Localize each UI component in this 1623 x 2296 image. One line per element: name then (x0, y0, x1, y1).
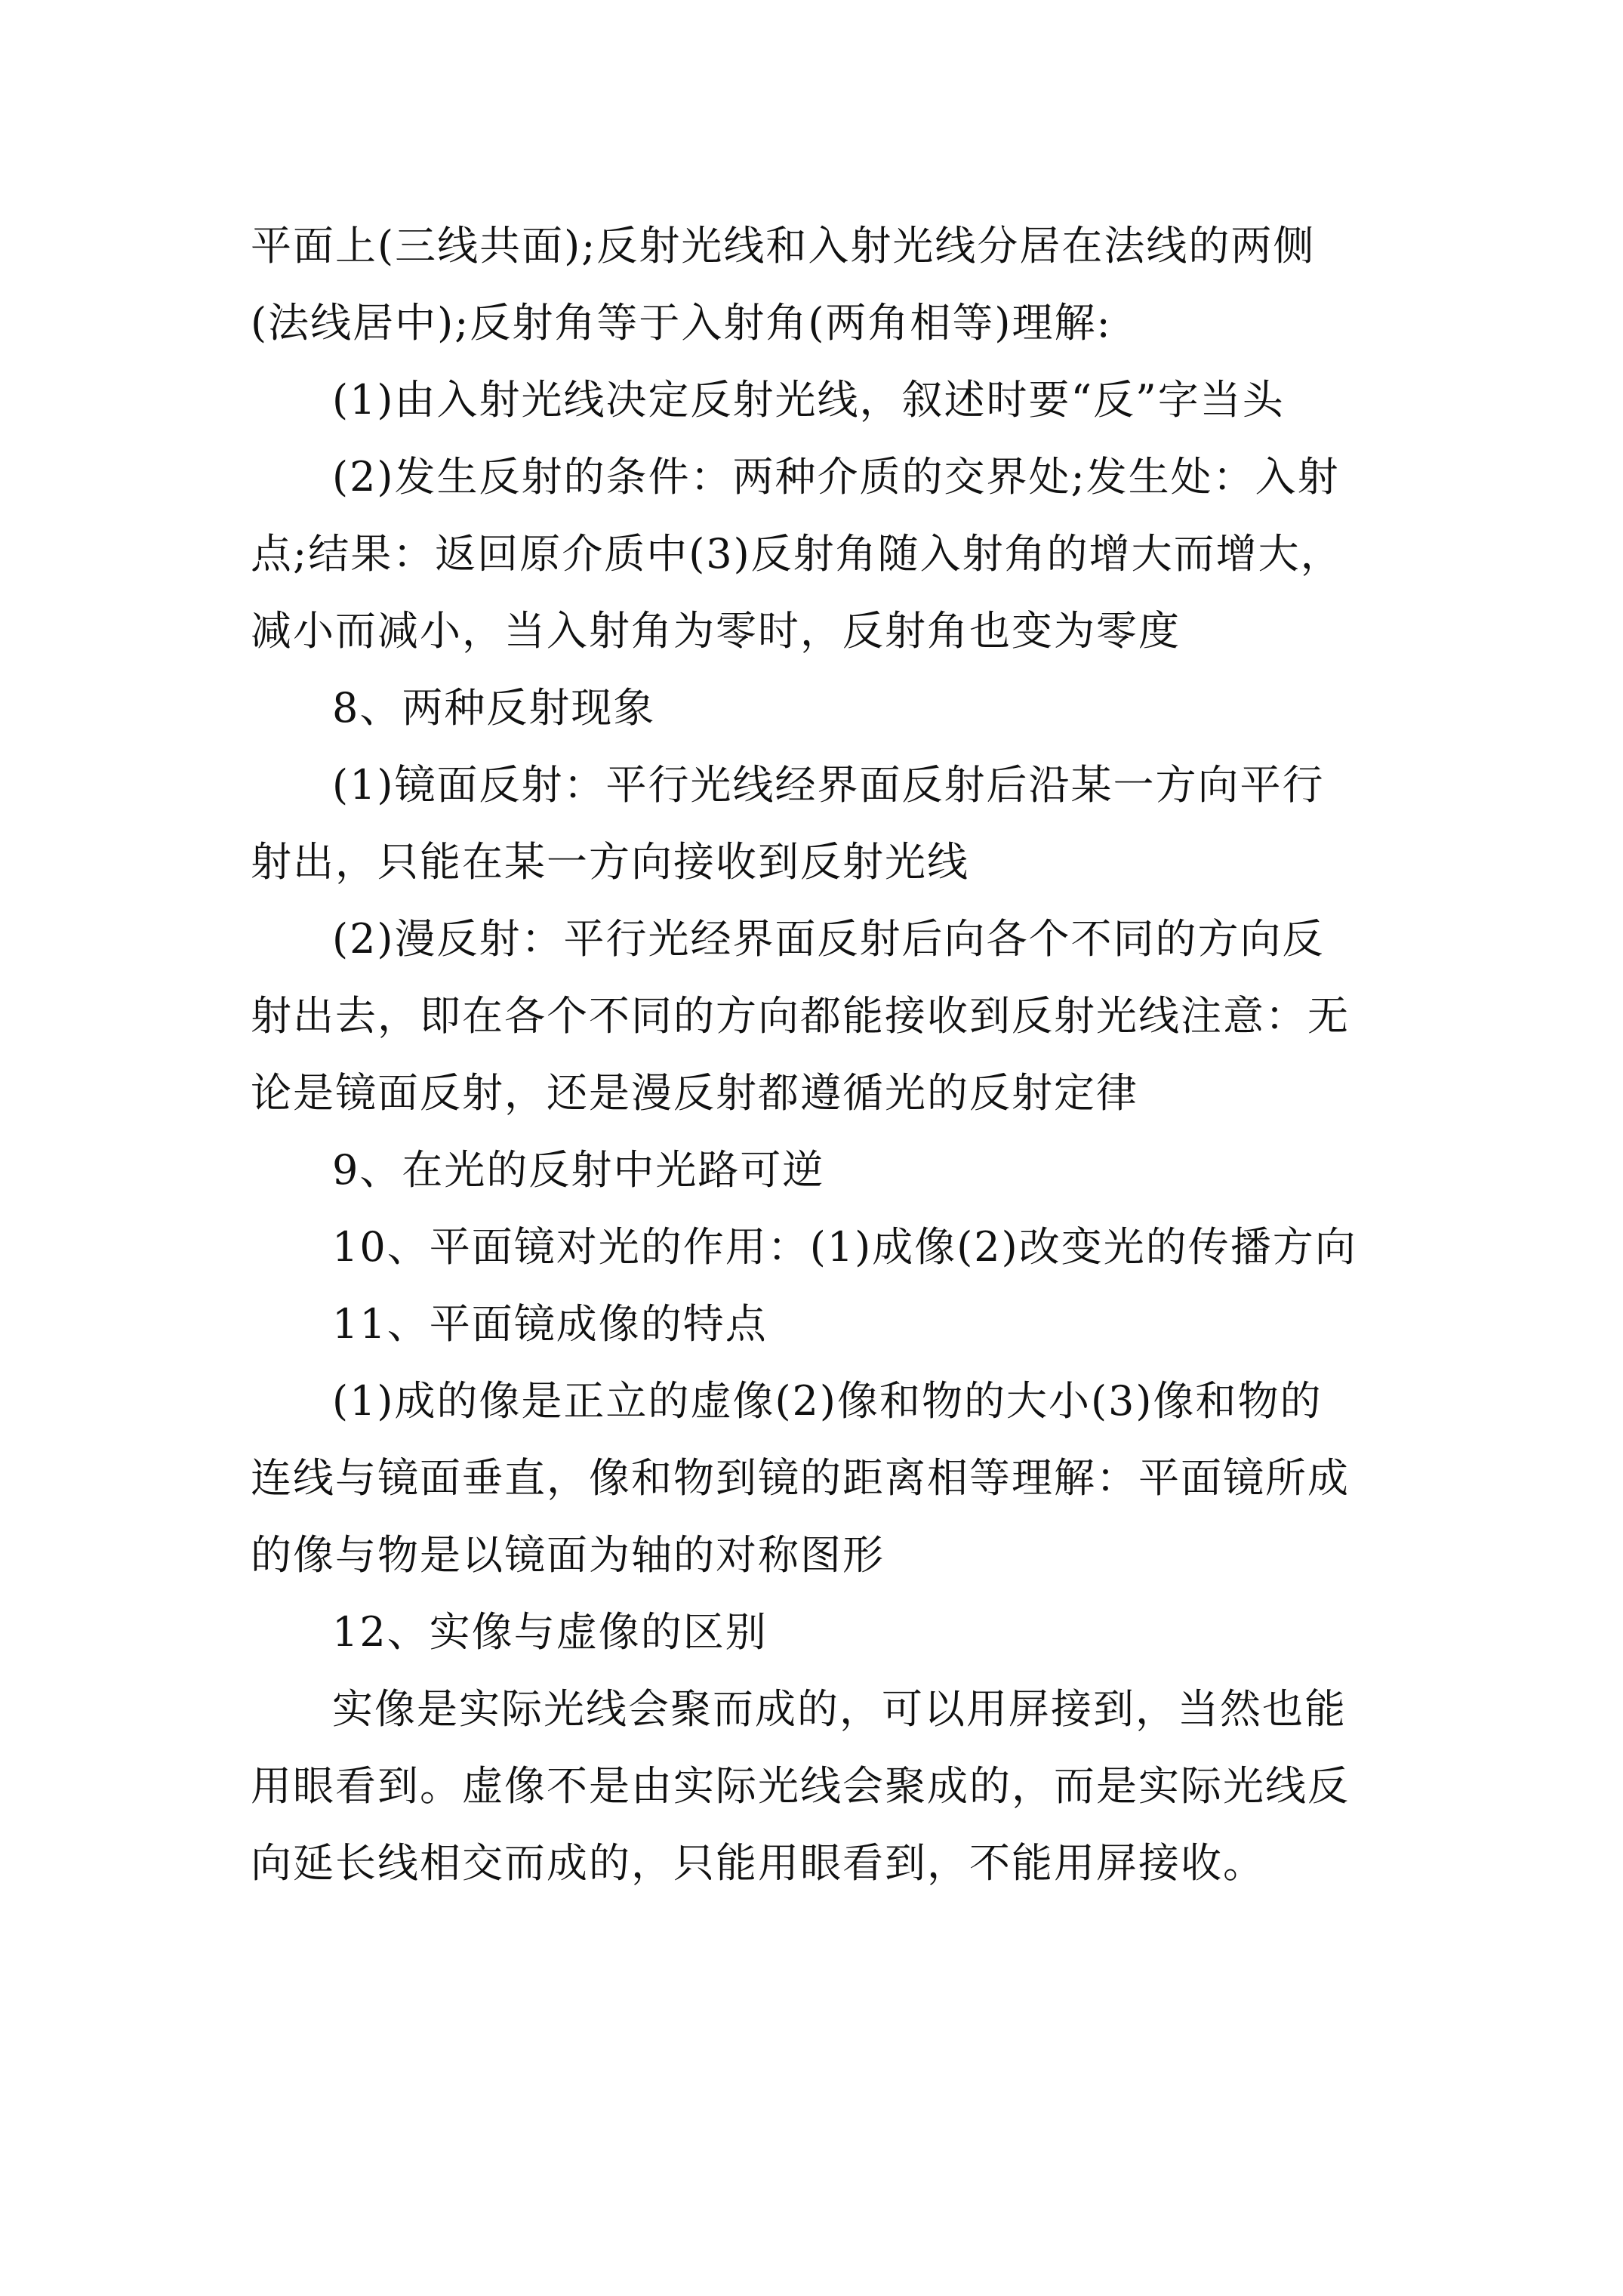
text-line: (1)镜面反射：平行光线经界面反射后沿某一方向平行 (332, 761, 1325, 809)
text-line: 的像与物是以镜面为轴的对称图形 (251, 1531, 885, 1579)
text-line: (2)漫反射：平行光经界面反射后向各个不同的方向反 (332, 915, 1325, 963)
text-line: 射出去，即在各个不同的方向都能接收到反射光线注意：无 (251, 992, 1350, 1040)
text-line: 论是镜面反射，还是漫反射都遵循光的反射定律 (251, 1069, 1138, 1117)
text-line: (2)发生反射的条件：两种介质的交界处;发生处：入射 (332, 453, 1340, 501)
text-line: 点;结果：返回原介质中(3)反射角随入射角的增大而增大， (251, 530, 1343, 578)
text-line: (1)由入射光线决定反射光线，叙述时要“反”字当头 (332, 376, 1285, 424)
text-line: (法线居中);反射角等于入射角(两角相等)理解: (251, 299, 1112, 347)
text-line: 实像是实际光线会聚而成的，可以用屏接到，当然也能 (332, 1685, 1347, 1733)
text-line: 连线与镜面垂直，像和物到镜的距离相等理解：平面镜所成 (251, 1454, 1350, 1502)
text-line: 平面上(三线共面);反射光线和入射光线分居在法线的两侧 (251, 222, 1316, 270)
text-line: 减小而减小，当入射角为零时，反射角也变为零度 (251, 607, 1181, 655)
text-line: 用眼看到。虚像不是由实际光线会聚成的，而是实际光线反 (251, 1762, 1350, 1810)
text-line: (1)成的像是正立的虚像(2)像和物的大小(3)像和物的 (332, 1377, 1323, 1425)
text-line: 向延长线相交而成的，只能用眼看到，不能用屏接收。 (251, 1839, 1265, 1887)
section-heading: 12、实像与虚像的区别 (332, 1608, 768, 1656)
section-heading: 11、平面镜成像的特点 (332, 1300, 768, 1348)
text-line: 射出，只能在某一方向接收到反射光线 (251, 838, 969, 886)
section-heading: 8、两种反射现象 (332, 684, 656, 732)
section-heading: 9、在光的反射中光路可逆 (332, 1146, 825, 1194)
section-heading: 10、平面镜对光的作用：(1)成像(2)改变光的传播方向 (332, 1223, 1357, 1271)
